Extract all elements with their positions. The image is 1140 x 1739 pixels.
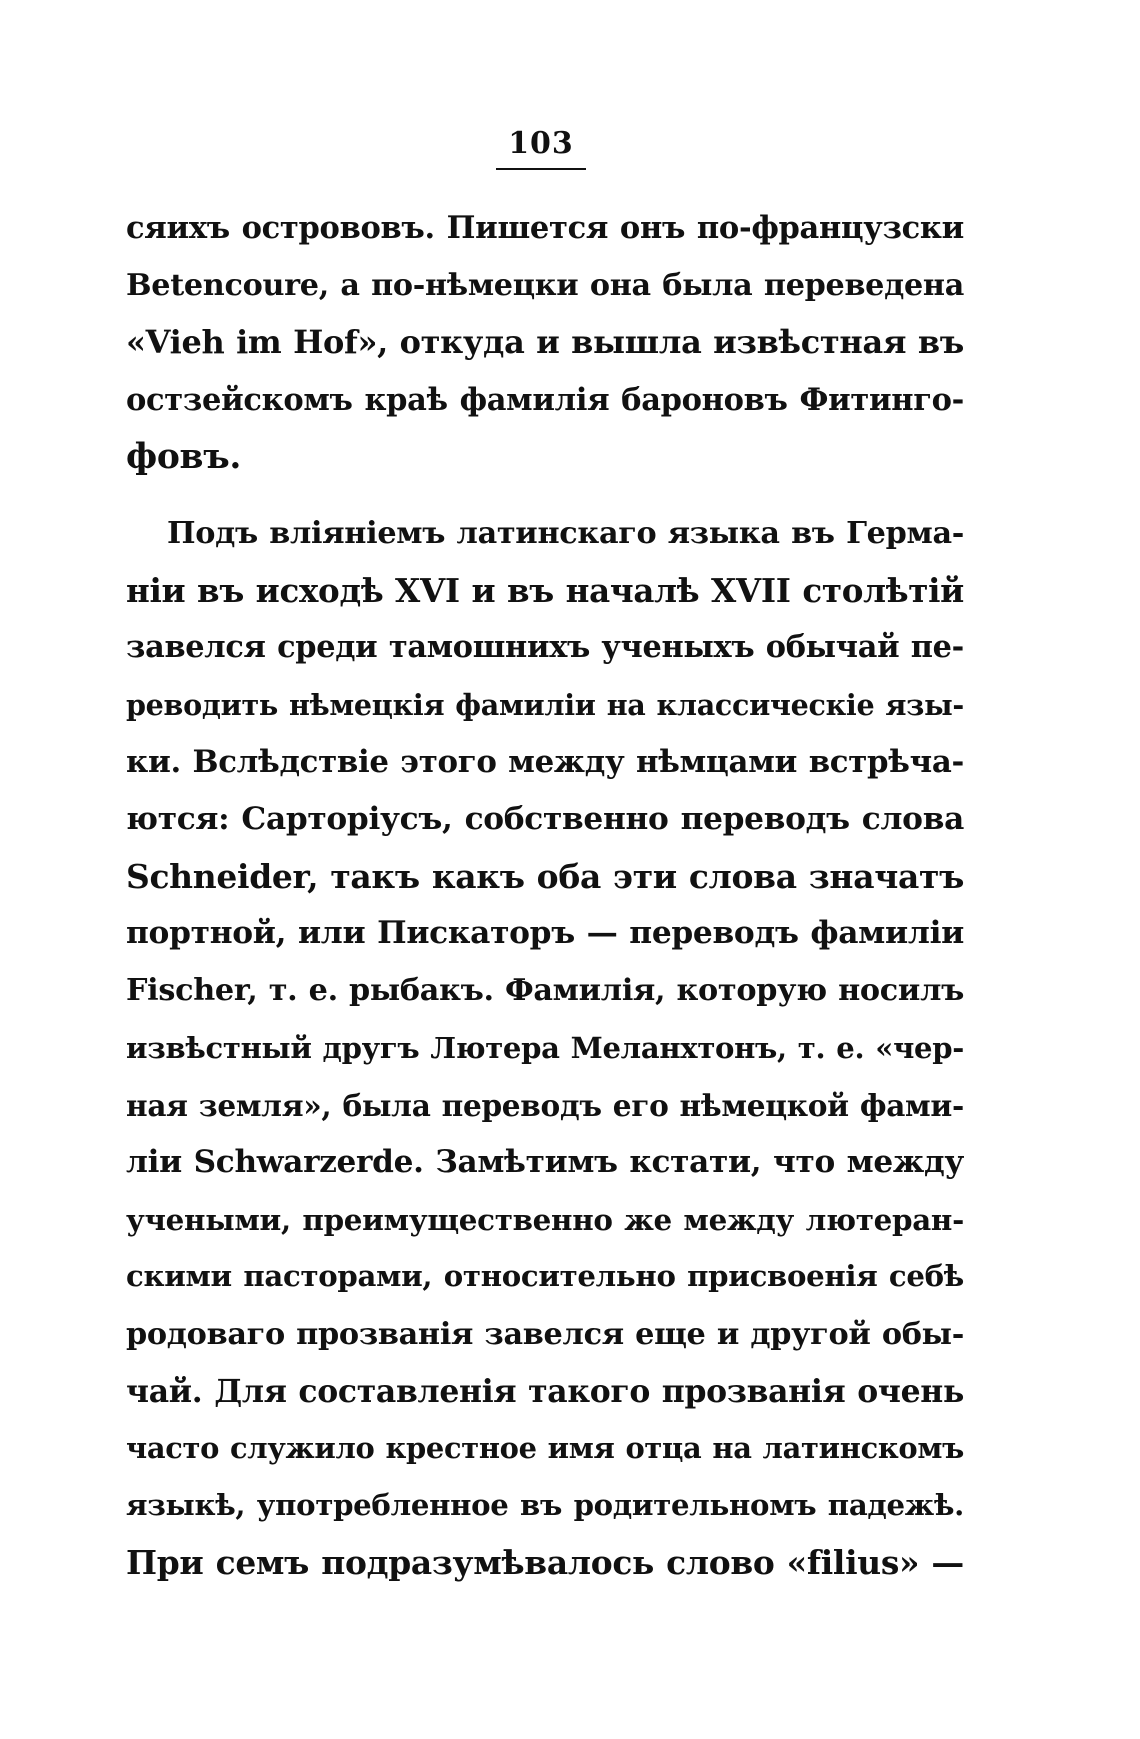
text-line: ная земля», была переводъ его нѣмецкой фами- [126,1087,964,1123]
paragraph-gap [126,486,964,505]
text-line: чай. Для составленія такого прозванія очень [126,1372,964,1410]
text-line: фовъ. [126,436,242,477]
text-line: Fischer, т. е. рыбакъ. Фамилія, которую носилъ [126,973,964,1009]
text-line: учеными, преимущественно же между лютеран- [126,1202,964,1238]
text-line: При семъ подразумѣвалось слово «filius» — [126,1543,964,1583]
text-line: реводить нѣмецкія фамиліи на классическіе язы- [126,687,964,722]
text-line: ніи въ исходѣ XVI и въ началѣ XVII столѣтій [126,571,964,611]
text-line: языкѣ, употребленное въ родительномъ падежѣ. [126,1488,964,1523]
text-line: скими пасторами, относительно присвоенія себѣ [126,1259,964,1294]
paragraph-2 [126,505,964,1592]
text-line: Betencoure, а по-нѣмецки она была переведена [126,268,964,304]
page-number: 103 [508,126,574,161]
text-line: завелся среди тамошнихъ ученыхъ обычай пе- [126,629,964,666]
text-line: портной, или Пискаторъ — переводъ фамиліи [126,915,964,952]
text-line: остзейскомъ краѣ фамилія бароновъ Фитинго- [126,381,964,418]
text-line: ки. Вслѣдствіе этого между нѣмцами встрѣча- [126,743,964,780]
text-line: Подъ вліяніемъ латинскаго языка въ Герма- [167,515,964,551]
text-line: ются: Сарторіусъ, собственно переводъ слова [126,800,964,837]
paragraph-1 [126,200,964,486]
page-number-rule [496,168,586,170]
text-line: сяихъ острововъ. Пишется онъ по-французски [126,210,964,246]
text-line: извѣстный другъ Лютера Меланхтонъ, т. е. «чер- [126,1030,964,1065]
text-line: «Vieh im Hof», откуда и вышла извѣстная въ [126,323,964,362]
body-text [126,200,964,1592]
text-line: родоваго прозванія завелся еще и другой обы- [126,1316,964,1352]
text-line: часто служило крестное имя отца на латинскомъ [126,1430,964,1465]
text-line: ліи Schwarzerde. Замѣтимъ кстати, что между [126,1144,964,1180]
text-line: Schneider, такъ какъ оба эти слова значатъ [126,857,964,897]
